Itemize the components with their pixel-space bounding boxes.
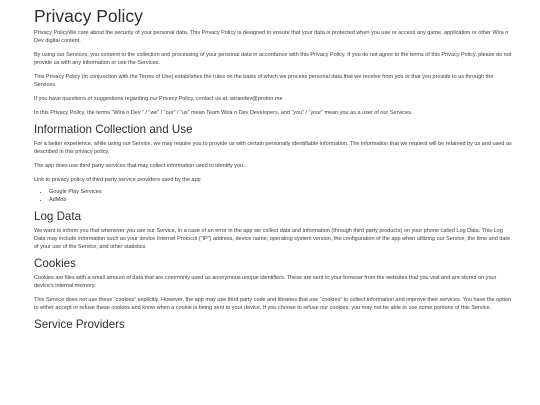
- rules-paragraph: This Privacy Policy (in conjunction with the Terms of Use) establishes the rules on the basis of which we process personal data that we receive from you or that you provide to us through the Services.: [34, 74, 494, 88]
- cookies-usage-paragraph: This Service does not use these “cookies” explicitly. However, the app may use third party code and libraries that use “cookies” to collect information and improve their services. You have the option to either accept or refuse these cookies and know when a cookie is being sent to your device. If you choose to refuse our cookies, you may not be able to use some portions of this Service.: [34, 297, 512, 311]
- third-party-paragraph: The app does use third party services that may collect information used to identify you.: [34, 163, 245, 169]
- section-heading-service-providers: Service Providers: [34, 318, 125, 331]
- admob-link[interactable]: AdMob: [49, 196, 67, 203]
- third-party-list: [34, 189, 512, 204]
- terms-paragraph: In this Privacy Policy, the terms “Wira n Dev ” / “we” / “our” / “us” mean Team Wira n Dev Developers, and “you” / “your” mean you as a user of our Services.: [34, 110, 413, 116]
- third-party-links-intro: Link to privacy policy of third party service providers used by the app: [34, 177, 201, 183]
- page-title: Privacy Policy: [34, 6, 143, 26]
- contact-text: If you have questions or suggestions regarding our Privacy Policy, contact us at:: [34, 96, 231, 102]
- section-heading-log-data: Log Data: [34, 210, 82, 223]
- list-item: [49, 197, 512, 205]
- list-item: [49, 189, 512, 197]
- collection-paragraph: For a better experience, while using our Service, we may require you to provide us with certain personally identifiable information. The information that we request will be retained by us and used as described in this privacy policy.: [34, 141, 512, 155]
- consent-paragraph: By using our Services, you consent to the collection and processing of your personal data in accordance with this Privacy Policy. If you do not agree to the terms of this Privacy Policy, please do not provide us with any information or use the Services.: [34, 52, 512, 66]
- contact-paragraph: [34, 95, 512, 103]
- cookies-paragraph: Cookies are files with a small amount of data that are commonly used as anonymous unique identifiers. These are sent to your browser from the websites that you visit and are stored on your device's internal memory.: [34, 275, 497, 289]
- contact-email-link[interactable]: wirandev@proton.me: [230, 96, 283, 102]
- google-play-services-link[interactable]: Google Play Services: [49, 189, 102, 195]
- section-heading-collection: Information Collection and Use: [34, 123, 193, 136]
- intro-paragraph: Privacy PolicyWe care about the security of your personal data. This Privacy Policy is designed to ensure that your data is protected when you use or access any game, application or other Wira n Dev digital content.: [34, 30, 509, 44]
- section-heading-cookies: Cookies: [34, 257, 76, 270]
- log-data-paragraph: We want to inform you that whenever you use our Service, in a case of an error in the app we collect data and information (through third party products) on your phone called Log Data. This Log Data may include information such as your device Internet Protocol (“IP”) address, device name, operating system version, the configuration of the app when utilizing our Service, the time and date of your use of the Service, and other statistics.: [34, 228, 510, 250]
